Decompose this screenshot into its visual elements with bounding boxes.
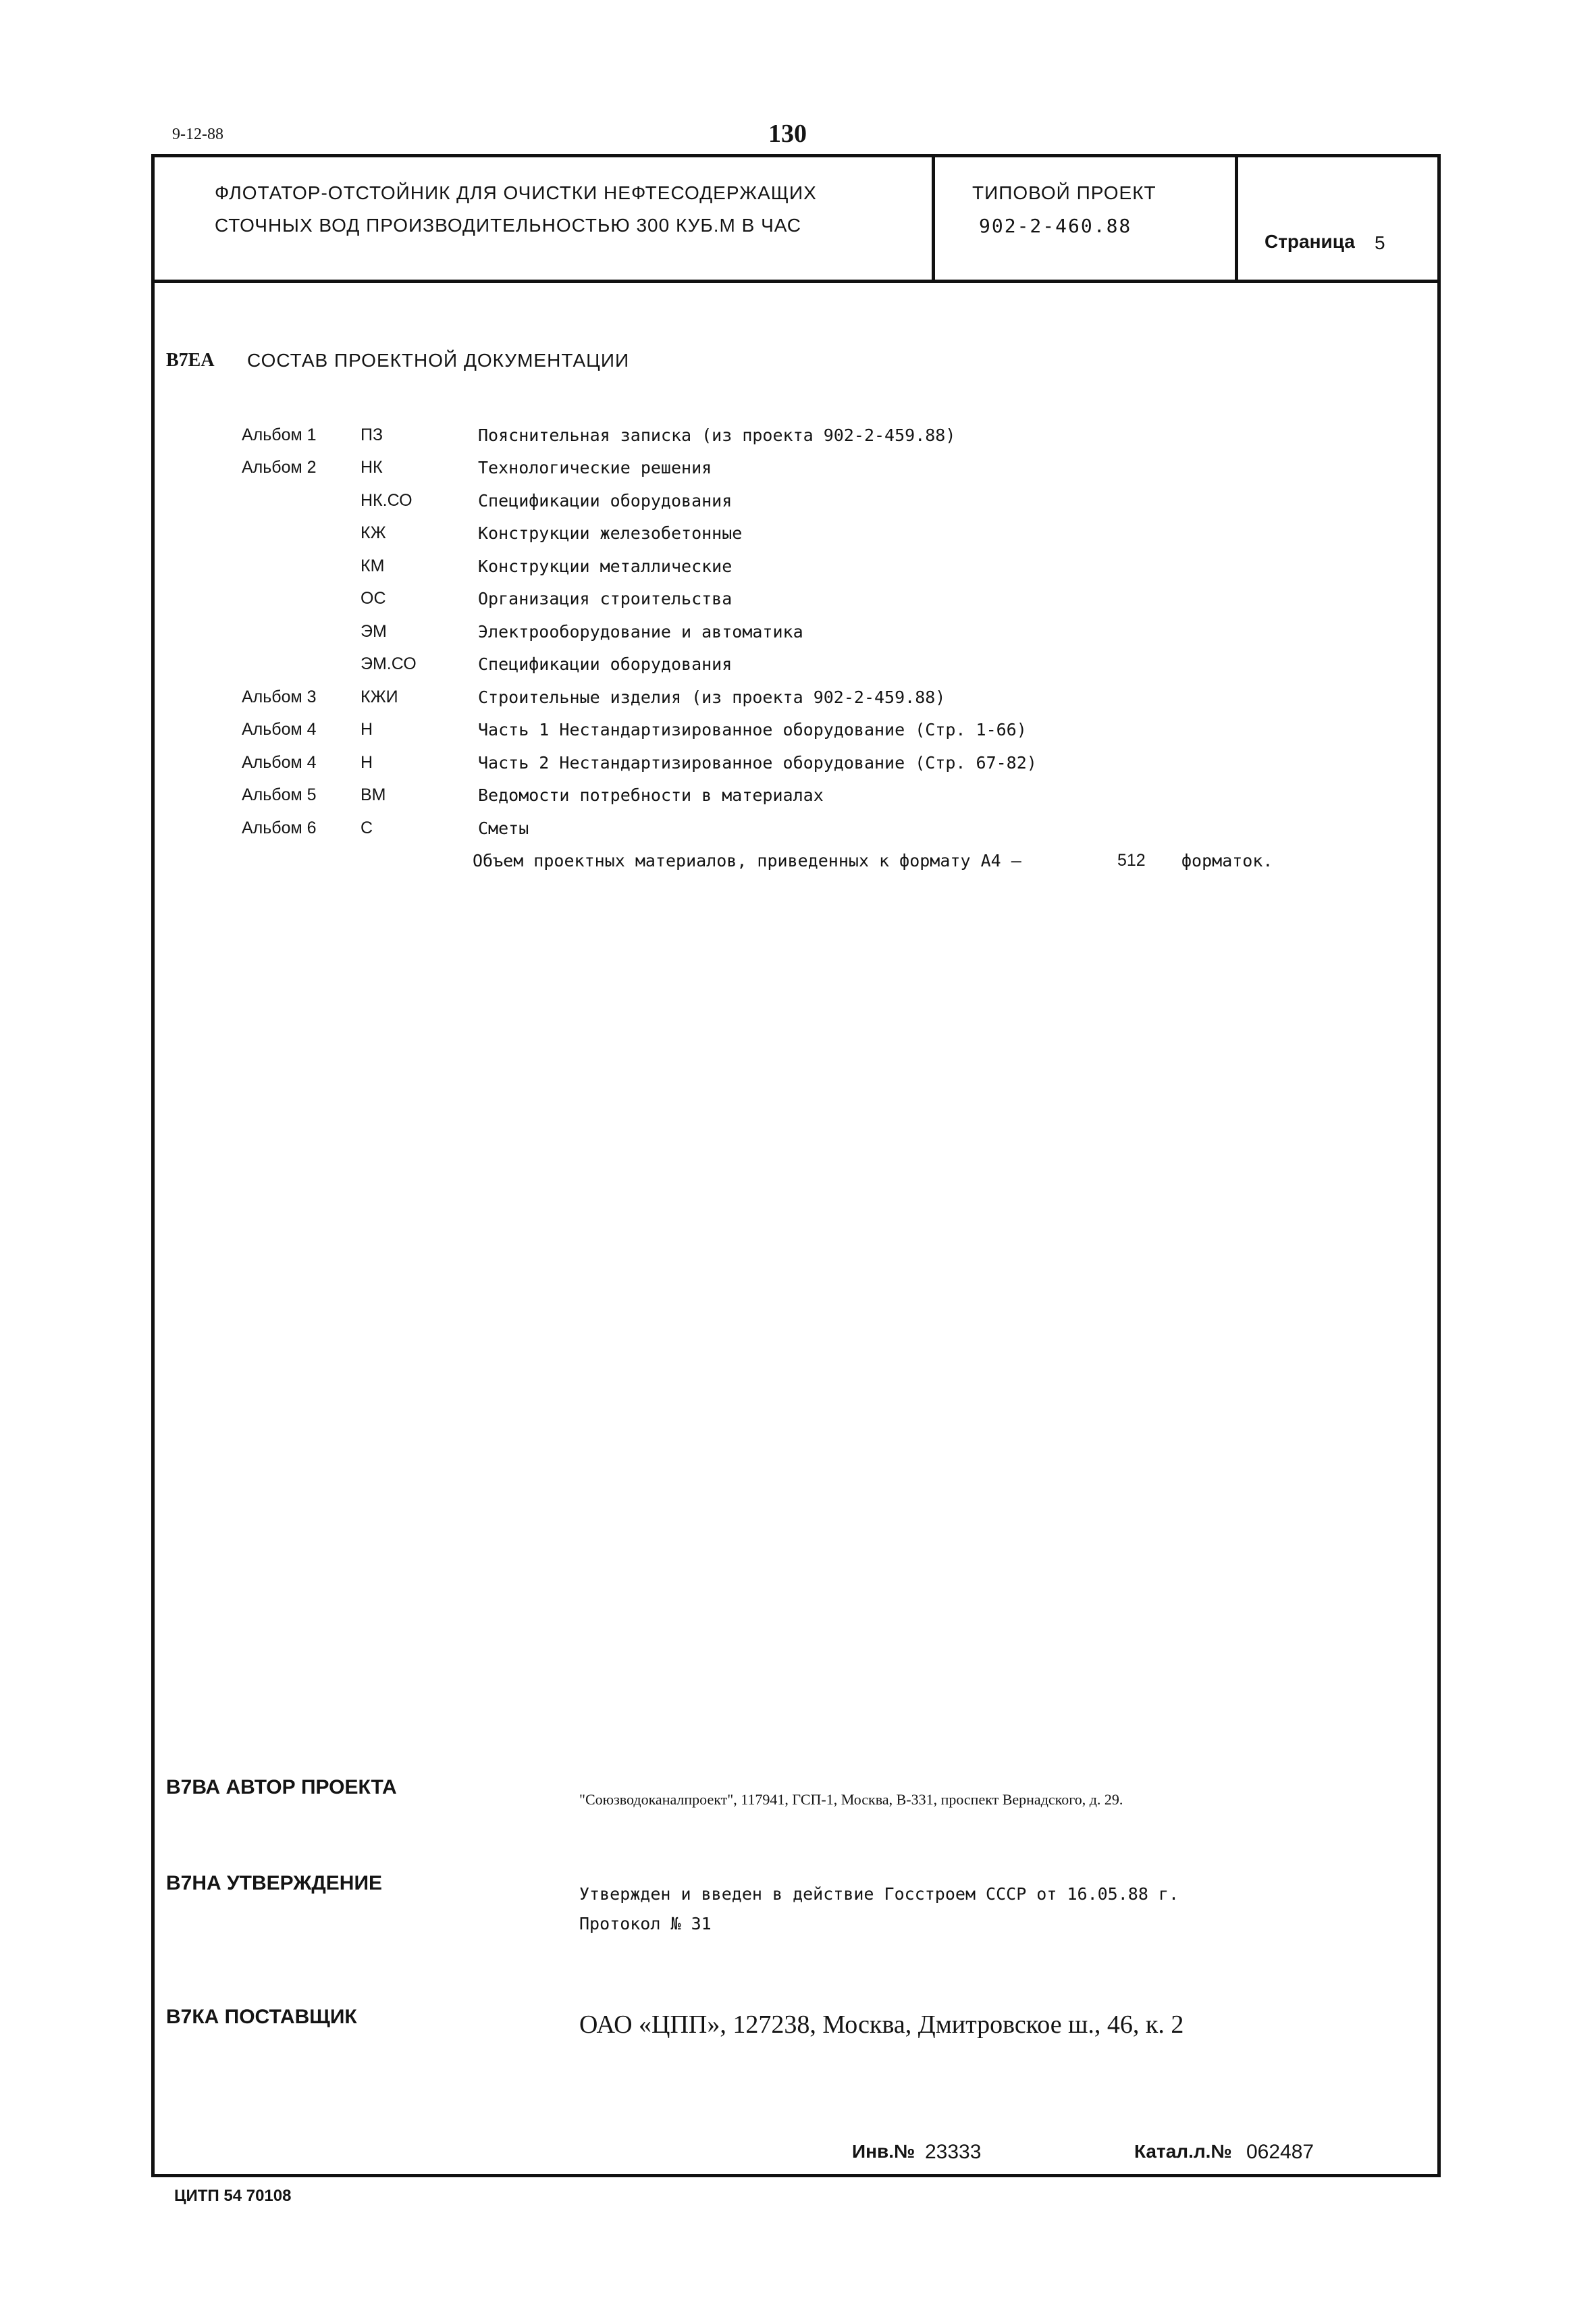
- document-code: С: [361, 818, 373, 837]
- page-label: Страница: [1265, 231, 1355, 252]
- header-title-line: СТОЧНЫХ ВОД ПРОИЗВОДИТЕЛЬНОСТЬЮ 300 КУБ.М В ЧАС: [215, 215, 802, 236]
- album-label: Альбом 6: [242, 818, 317, 837]
- volume-unit: форматок.: [1181, 851, 1273, 870]
- document-code: ЭМ: [361, 622, 387, 641]
- document-code: ОС: [361, 589, 386, 608]
- document-code: КМ: [361, 556, 385, 575]
- document-code: НК: [361, 458, 383, 477]
- supplier-text: ОАО «ЦПП», 127238, Москва, Дмитровское ш., 46, к. 2: [579, 2010, 1184, 2039]
- document-code: ПЗ: [361, 425, 383, 444]
- document-description: Конструкции железобетонные: [478, 523, 743, 543]
- document-description: Ведомости потребности в материалах: [478, 785, 824, 805]
- approval-text: Утвержден и введен в действие Госстроем СССР от 16.05.88 г.: [579, 1884, 1179, 1904]
- top-date: 9-12-88: [172, 126, 223, 143]
- album-label: Альбом 4: [242, 720, 317, 739]
- section-code: В7ЕА: [166, 350, 215, 371]
- catalog-number: 062487: [1246, 2141, 1314, 2163]
- document-description: Пояснительная записка (из проекта 902-2-459.88): [478, 425, 956, 445]
- document-description: Электрооборудование и автоматика: [478, 622, 803, 642]
- document-description: Технологические решения: [478, 458, 712, 477]
- document-description: Часть 2 Нестандартизированное оборудование (Стр. 67-82): [478, 753, 1037, 773]
- author-text: "Союзводоканалпроект", 117941, ГСП-1, Москва, В-331, проспект Вернадского, д. 29.: [579, 1791, 1123, 1808]
- document-description: Конструкции металлические: [478, 556, 733, 576]
- document-description: Часть 1 Нестандартизированное оборудование (Стр. 1-66): [478, 720, 1027, 739]
- header-divider: [151, 280, 1441, 283]
- album-label: Альбом 4: [242, 753, 317, 772]
- document-description: Сметы: [478, 818, 529, 838]
- author-title: В7ВА АВТОР ПРОЕКТА: [166, 1776, 397, 1798]
- document-code: Н: [361, 753, 373, 772]
- album-label: Альбом 1: [242, 425, 317, 444]
- document-code: НК.СО: [361, 491, 413, 510]
- album-label: Альбом 3: [242, 687, 317, 706]
- top-page-number: 130: [768, 120, 807, 148]
- document-description: Строительные изделия (из проекта 902-2-459.88): [478, 687, 946, 707]
- document-description: Спецификации оборудования: [478, 654, 733, 674]
- album-label: Альбом 5: [242, 785, 317, 804]
- approval-protocol: Протокол № 31: [579, 1914, 712, 1933]
- footer-code: ЦИТП 54 70108: [174, 2187, 292, 2205]
- document-code: КЖ: [361, 523, 386, 542]
- section-title: СОСТАВ ПРОЕКТНОЙ ДОКУМЕНТАЦИИ: [247, 350, 630, 371]
- project-number: 902-2-460.88: [979, 215, 1132, 237]
- catalog-label: Катал.л.№: [1134, 2141, 1232, 2162]
- approval-title: В7НА УТВЕРЖДЕНИЕ: [166, 1872, 383, 1894]
- document-description: Организация строительства: [478, 589, 733, 608]
- header-column-divider: [1235, 154, 1238, 282]
- document-code: ЭМ.СО: [361, 654, 417, 673]
- inventory-number: 23333: [925, 2141, 982, 2163]
- document-description: Спецификации оборудования: [478, 491, 733, 511]
- project-label: ТИПОВОЙ ПРОЕКТ: [972, 182, 1156, 203]
- document-code: ВМ: [361, 785, 386, 804]
- page-number: 5: [1375, 232, 1385, 253]
- volume-value: 512: [1117, 851, 1146, 870]
- inventory-label: Инв.№: [852, 2141, 915, 2162]
- header-column-divider: [932, 154, 935, 282]
- supplier-title: В7КА ПОСТАВЩИК: [166, 2006, 357, 2028]
- volume-description: Объем проектных материалов, приведенных к формату А4 –: [473, 851, 1021, 870]
- document-code: КЖИ: [361, 687, 398, 706]
- album-label: Альбом 2: [242, 458, 317, 477]
- document-code: Н: [361, 720, 373, 739]
- header-title-line: ФЛОТАТОР-ОТСТОЙНИК ДЛЯ ОЧИСТКИ НЕФТЕСОДЕРЖАЩИХ: [215, 182, 817, 203]
